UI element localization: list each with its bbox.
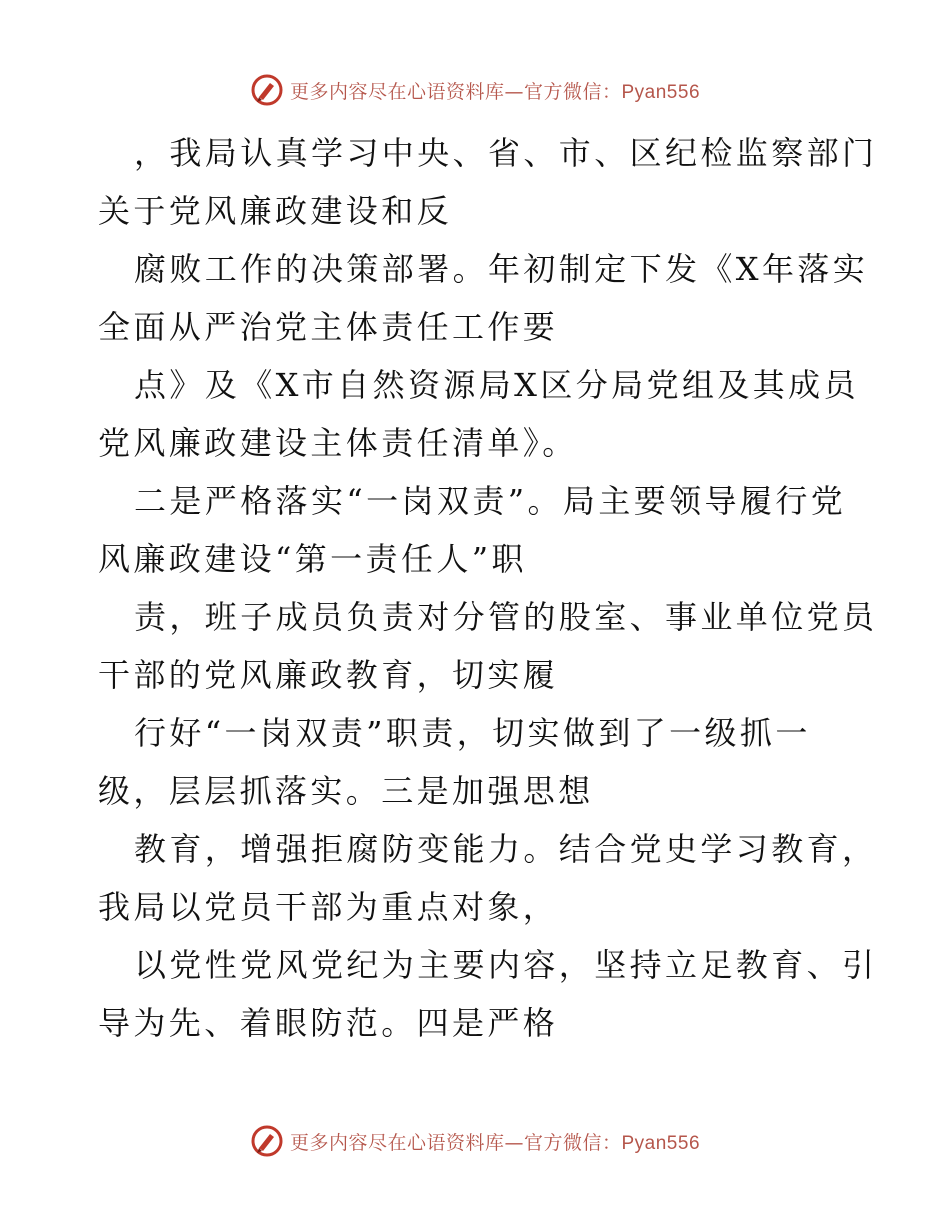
footer-banner-wechat-id: Pyan556: [621, 1132, 701, 1154]
text-line: 点》及《X市自然资源局X区分局党组及其成员: [134, 366, 859, 404]
pen-in-circle-logo-icon: [250, 73, 284, 107]
text-line: 二是严格落实“一岗双责”。局主要领导履行党: [134, 482, 847, 520]
text-line: 责，班子成员负责对分管的股室、事业单位党员: [134, 598, 878, 636]
header-banner-wechat-id: Pyan556: [621, 81, 701, 103]
text-line: 教育，增强拒腐防变能力。结合党史学习教育，: [134, 830, 878, 868]
text-line: 以党性党风党纪为主要内容，坚持立足教育、引: [134, 946, 878, 984]
text-line: 腐败工作的决策部署。年初制定下发《X年落实: [134, 250, 869, 288]
text-line: 全面从严治党主体责任工作要: [98, 308, 559, 346]
pen-in-circle-logo-icon: [250, 1124, 284, 1158]
footer-banner-cn: 更多内容尽在心语资料库—官方微信：: [289, 1131, 622, 1154]
text-line: 风廉政建设“第一责任人”职: [98, 540, 527, 578]
header-banner-cn: 更多内容尽在心语资料库—官方微信：: [289, 80, 622, 103]
text-line: 关于党风廉政建设和反: [98, 192, 453, 230]
text-line: 党风廉政建设主体责任清单》。: [98, 424, 578, 462]
text-line: 行好“一岗双责”职责，切实做到了一级抓一: [134, 714, 811, 752]
text-line: 干部的党风廉政教育，切实履: [98, 656, 559, 694]
text-line: 我局以党员干部为重点对象，: [98, 888, 559, 926]
text-line: 导为先、着眼防范。四是严格: [98, 1004, 559, 1042]
header-banner-text: [290, 77, 700, 104]
footer-banner-text: [290, 1128, 700, 1155]
body-text: [98, 124, 878, 1052]
footer-banner: [0, 1121, 950, 1161]
text-line: 级，层层抓落实。三是加强思想: [98, 772, 594, 810]
header-banner: [0, 70, 950, 110]
text-line: ，我局认真学习中央、省、市、区纪检监察部门: [134, 134, 878, 172]
